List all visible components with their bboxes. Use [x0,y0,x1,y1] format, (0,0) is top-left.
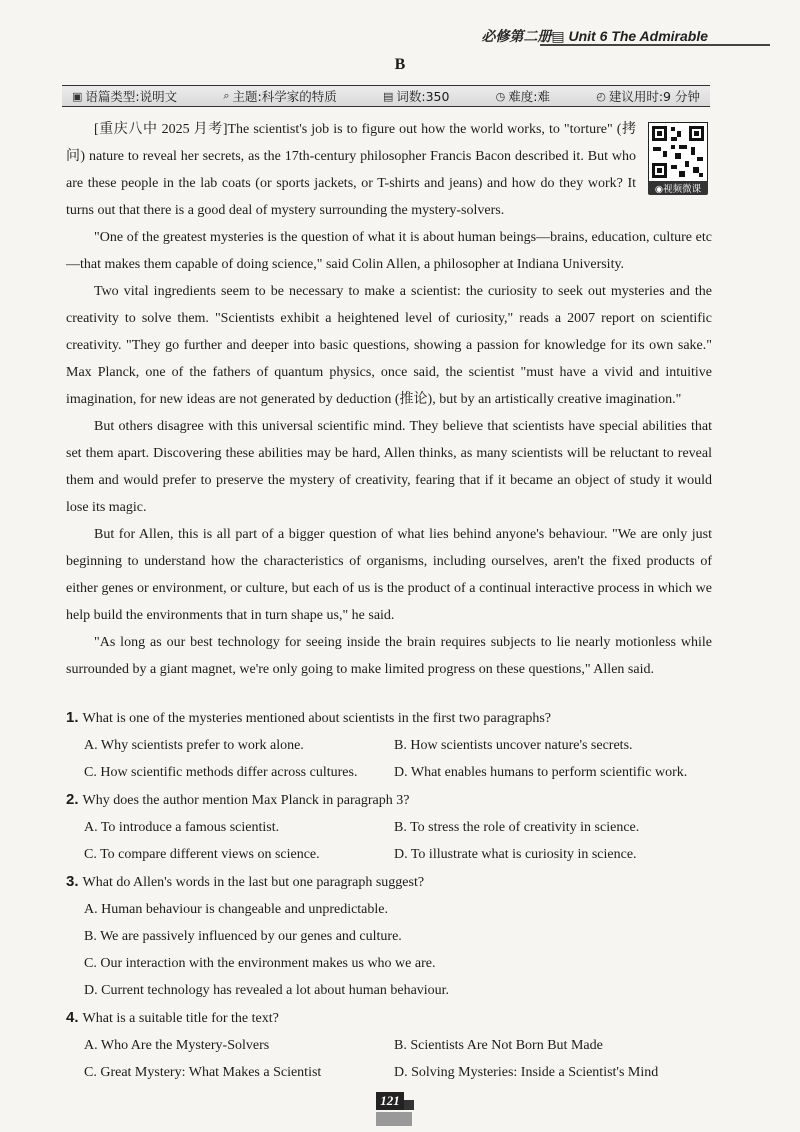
paragraph-5: But for Allen, this is all part of a bigger question of what lies behind anyone's behaviour. "We are only just beginning to understand how the characteristics of organisms, including ourselves, aren't the fixed products of either genes or environment, or culture, but each of us is the product of a continual interactive process in which we help build the environments that in turn shape us," he said. [66,527,712,623]
info-difficulty-text: 难度:难 [508,89,550,104]
info-genre-text: 语篇类型:说明文 [85,89,178,104]
option-a[interactable]: A. Why scientists prefer to work alone. [84,738,304,753]
option-b[interactable]: B. To stress the role of creativity in science. [394,820,640,835]
video-lesson-label[interactable]: ◉视频微课 [648,181,708,195]
question-4 [66,1004,716,1086]
info-difficulty [496,87,550,105]
paragraph-2: "One of the greatest mysteries is the question of what it is about human beings—brains, education, culture etc—that makes them capable of doing science," said Colin Allen, a philosopher at Indiana University. [66,230,712,272]
text-count-icon: ▤ [382,89,394,103]
running-head: 必修第二册▤ Unit 6 The Admirable [481,28,708,44]
option-d[interactable]: D. Current technology has revealed a lot about human behaviour. [84,983,450,998]
info-time [596,87,700,105]
option-b[interactable]: B. How scientists uncover nature's secrets. [394,738,633,753]
option-b[interactable]: B. We are passively influenced by our genes and culture. [84,929,402,944]
section-letter: B [394,56,406,73]
question-stem: Why does the author mention Max Planck in paragraph 3? [82,793,410,808]
question-stem: What is a suitable title for the text? [82,1011,279,1026]
info-genre [72,87,177,105]
option-d[interactable]: D. Solving Mysteries: Inside a Scientist's Mind [394,1065,659,1080]
question-1 [66,704,716,786]
option-a[interactable]: A. To introduce a famous scientist. [84,820,280,835]
info-bar [62,85,710,107]
question-stem: What do Allen's words in the last but one paragraph suggest? [82,875,425,890]
info-word-count-text: 词数:350 [396,89,450,104]
option-c[interactable]: C. Great Mystery: What Makes a Scientist [84,1065,322,1080]
option-c[interactable]: C. How scientific methods differ across cultures. [84,765,358,780]
info-topic [223,87,336,105]
paragraph-1: [重庆八中 2025 月考]The scientist's job is to figure out how the world works, to "torture" (拷问) nature to reveal her secrets, as the 17th-century philosopher Francis Bacon described it. But who are these people in the lab coats (or sports jackets, or T-shirts and jeans) and how do they work? It turns out that there is a good deal of mystery surrounding the mystery-solvers. [66,122,636,218]
paragraph-4: But others disagree with this universal scientific mind. They believe that scientists have special abilities that set them apart. Discovering these abilities may be hard, Allen thinks, as many scientists will be reluctant to reveal them and would prefer to preserve the mystery of creativity, fearing that if it became an object of study it would lose its magic. [66,419,712,515]
option-c[interactable]: C. Our interaction with the environment makes us who we are. [84,956,436,971]
question-list [66,704,716,1086]
info-topic-text: 主题:科学家的特质 [232,89,337,104]
option-d[interactable]: D. What enables humans to perform scientific work. [394,765,688,780]
question-3 [66,868,716,1004]
option-d[interactable]: D. To illustrate what is curiosity in science. [394,847,637,862]
option-c[interactable]: C. To compare different views on science. [84,847,320,862]
paragraph-3: Two vital ingredients seem to be necessary to make a scientist: the curiosity to seek out mysteries and the creativity to solve them. "Scientists exhibit a heightened level of curiosity," reads a 2007 report on scientific creativity. "They go further and deeper into basic questions, showing a passion for knowledge for its own sake." Max Planck, one of the fathers of quantum physics, once said, the scientist "must have a vivid and intuitive imagination, for new ideas are not generated by deduction (推论), but by an artistically creative imagination." [66,284,712,407]
article-body [66,116,712,683]
option-a[interactable]: A. Who Are the Mystery-Solvers [84,1038,270,1053]
clock-icon: ◴ [596,89,606,103]
book-icon: ▣ [72,89,83,103]
paragraph-6: "As long as our best technology for seeing inside the brain requires subjects to lie nearly motionless while surrounded by a giant magnet, we're only going to make limited progress on these questions," Allen said. [66,635,712,677]
search-icon: ⌕ [223,89,230,102]
info-word-count [383,87,449,105]
question-number: 1. [66,709,79,726]
question-number: 4. [66,1009,79,1026]
question-number: 3. [66,873,79,890]
info-time-text: 建议用时:9 分钟 [608,89,700,104]
option-a[interactable]: A. Human behaviour is changeable and unpredictable. [84,902,389,917]
question-number: 2. [66,791,79,808]
question-2 [66,786,716,868]
question-stem: What is one of the mysteries mentioned about scientists in the first two paragraphs? [82,711,552,726]
page-number-decoration [404,1100,414,1110]
page-number-shadow [376,1112,412,1126]
page-number: 121 [376,1092,404,1110]
option-b[interactable]: B. Scientists Are Not Born But Made [394,1038,603,1053]
difficulty-icon: ◷ [495,89,506,103]
